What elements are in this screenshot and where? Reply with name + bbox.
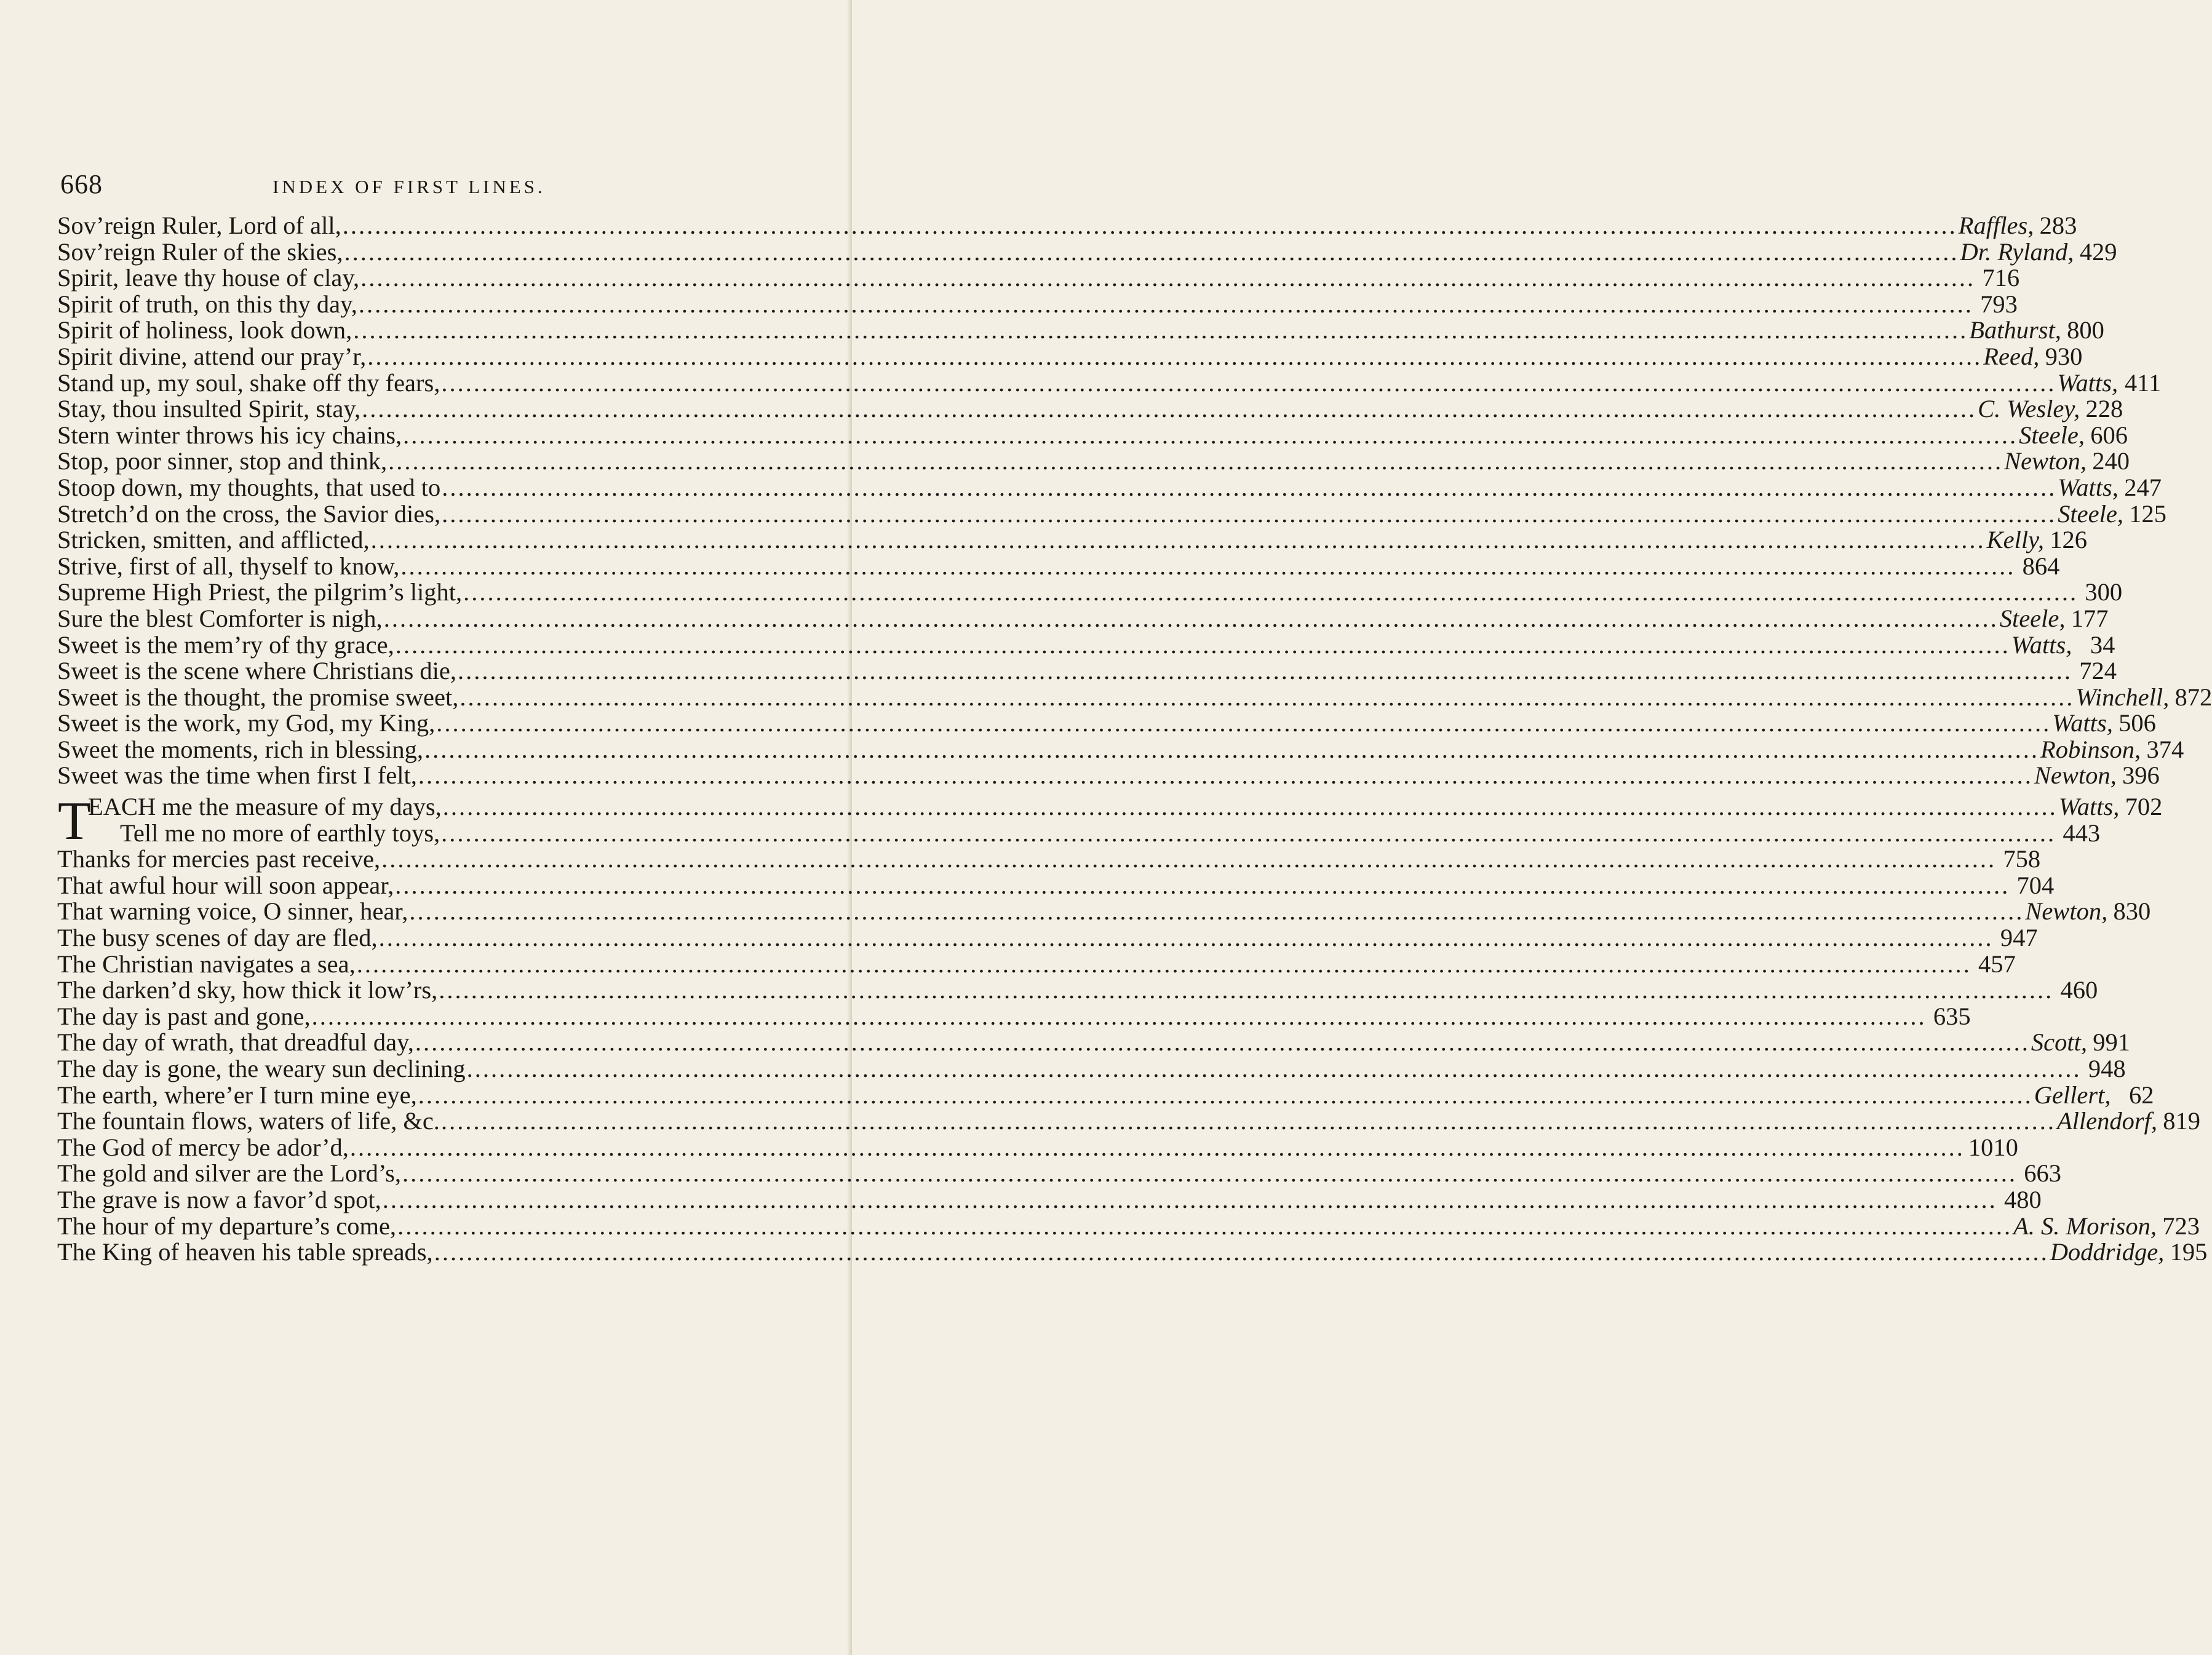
entry-first-line: Sweet is the work, my God, my King, [57,709,436,737]
index-entry [57,924,2038,952]
dot-leader [423,737,2040,763]
entry-author: Steele, [2058,499,2123,528]
page-header [60,166,811,203]
entry-hymn-number: 819 [2163,1107,2201,1135]
entry-author: Scott, [2031,1028,2088,1057]
dot-leader [456,658,2074,685]
index-entry [57,1081,2154,1109]
dot-leader [440,501,2058,528]
index-entry [57,526,2087,554]
entry-first-line: Sure the blest Comforter is nigh, [57,604,383,632]
entry-author: Watts, [2057,368,2119,397]
entry-author: Kelly, [1986,526,2044,554]
index-entry [57,264,2020,292]
index-entry [57,976,2098,1004]
dot-leader [442,794,2059,820]
dot-leader [360,396,1978,423]
entry-hymn-number: 704 [2016,871,2055,899]
entry-author: Newton, [2034,761,2117,790]
entry-hymn-number: 247 [2124,473,2162,501]
entry-hymn-number: 411 [2124,368,2162,397]
entry-hymn-number: 758 [2003,845,2041,873]
entry-first-line: Spirit of truth, on this thy day, [57,290,357,318]
entry-hymn-number: 195 [2170,1238,2208,1266]
index-entry [57,735,2184,763]
entry-hymn-number: 300 [2085,578,2123,606]
index-entry [57,1159,2061,1188]
index-entry [57,473,2162,501]
index-entry [57,819,2101,847]
index-entry [57,499,2166,528]
dot-leader [399,554,2016,580]
entry-hymn-number: 872 [2174,683,2212,711]
entry-hymn-number: 429 [2079,237,2117,266]
index-entry [57,1185,2042,1213]
entry-hymn-number: 480 [2003,1185,2042,1213]
entry-hymn-number: 793 [1980,290,2018,318]
dot-leader [433,1239,2050,1266]
index-entry [57,709,2156,737]
entry-author: Watts, [2058,473,2119,501]
entry-first-line: The day is past and gone, [57,1002,311,1030]
dot-leader [402,423,2019,449]
entry-first-line: Stay, thou insulted Spirit, stay, [57,395,361,423]
entry-hymn-number: 374 [2146,735,2184,763]
entry-hymn-number: 663 [2024,1159,2061,1188]
entry-hymn-number: 947 [2000,924,2038,952]
index-entry [57,1028,2131,1057]
entry-first-line: The busy scenes of day are fled, [57,924,378,952]
dot-leader [394,873,2011,899]
entry-first-line: Stretch’d on the cross, the Savior dies, [57,499,441,528]
entry-author: Watts, [2052,709,2113,737]
section-t-entries [57,845,2208,1266]
dot-leader [440,820,2057,847]
index-entry [57,761,2160,790]
dot-leader [359,265,1976,292]
dot-leader [440,370,2057,397]
entry-first-line: The gold and silver are the Lord’s, [57,1159,401,1188]
entry-first-line: The King of heaven his table spreads, [57,1238,433,1266]
index-entry [57,683,2212,711]
entry-author: Robinson, [2040,735,2141,763]
entry-author: Gellert, [2034,1081,2111,1109]
entry-first-line: Spirit of holiness, look down, [57,316,352,344]
dot-leader [440,475,2058,501]
entry-author: Newton, [2025,897,2108,926]
section-s [57,212,2212,790]
dot-leader [414,1030,2031,1056]
index-entry [57,604,2109,632]
entry-author: Winchell, [2075,683,2170,711]
dot-leader [356,951,1973,978]
entry-hymn-number: 724 [2079,657,2117,685]
index-entry [57,237,2117,266]
index-entry [57,316,2104,344]
entry-author: Newton, [2004,447,2087,475]
dot-leader [466,1056,2083,1082]
entry-author: Dr. Ryland, [1960,237,2074,266]
index-entry [57,290,2018,318]
index-entry [57,657,2117,685]
entry-first-line: Stoop down, my thoughts, that used to [57,473,441,501]
dot-leader [370,527,1987,554]
entry-first-line: Supreme High Priest, the pilgrim’s light, [57,578,463,606]
entry-first-line-text: EACH me the measure of my days, [88,793,442,821]
entry-author: A. S. Morison, [2013,1212,2157,1240]
entry-author: Watts, [2058,793,2120,821]
index-entry [57,552,2060,580]
entry-first-line: Stand up, my soul, shake off thy fears, [57,368,440,397]
entry-hymn-number: 126 [2050,526,2087,554]
entry-hymn-number: 930 [2045,342,2083,370]
dot-leader [437,977,2055,1004]
dot-leader [401,1161,2018,1187]
page-number: 668 [60,169,103,199]
entry-hymn-number: 723 [2162,1212,2200,1240]
entry-first-line: Sweet is the mem’ry of thy grace, [57,630,394,659]
entry-first-line: Stop, poor sinner, stop and think, [57,447,388,475]
entry-hymn-number: 443 [2063,819,2101,847]
index-entry [57,578,2123,606]
entry-hymn-number: 240 [2092,447,2130,475]
entry-author: Allendorf, [2056,1107,2158,1135]
entry-hymn-number: 506 [2119,709,2156,737]
entry-first-line: The Christian navigates a sea, [57,950,356,978]
dot-leader [435,710,2052,737]
entry-first-line: Thanks for mercies past receive, [57,845,381,873]
index-of-first-lines [57,212,2212,1266]
entry-first-line: The day of wrath, that dreadful day, [57,1028,414,1057]
index-entry [57,897,2151,926]
dot-leader [417,763,2034,789]
dot-leader [408,899,2025,925]
index-entry [57,368,2162,397]
entry-hymn-number: 830 [2113,897,2151,926]
entry-hymn-number: 716 [1982,264,2020,292]
entry-author: Steele, [2019,421,2085,449]
index-entry [57,395,2123,423]
entry-hymn-number: 991 [2093,1028,2131,1057]
entry-first-line [57,794,442,820]
entry-first-line: Sweet is the scene where Christians die, [57,657,456,685]
entry-hymn-number: 34 [2090,630,2115,659]
entry-hymn-number: 283 [2039,212,2077,239]
dot-leader [396,1213,2013,1240]
entry-author: Watts, [2011,630,2072,659]
entry-author: Steele, [1999,604,2066,632]
entry-first-line: The hour of my departure’s come, [57,1212,397,1240]
entry-author: Bathurst, [1969,316,2061,344]
entry-hymn-number: 606 [2090,421,2128,449]
entry-hymn-number: 635 [1933,1002,1971,1030]
entry-first-line: The darken’d sky, how thick it low’rs, [57,976,438,1004]
entry-first-line: The God of mercy be ador’d, [57,1133,349,1161]
index-entry [57,950,2016,978]
index-entry [57,447,2130,475]
dot-leader [357,292,1975,318]
entry-hymn-number: 864 [2022,552,2060,580]
dot-leader [311,1004,1928,1030]
index-entry [57,871,2055,899]
entry-hymn-number: 125 [2129,499,2166,528]
entry-author: C. Wesley, [1978,395,2080,423]
entry-hymn-number: 702 [2125,793,2163,821]
entry-first-line: Sov’reign Ruler of the skies, [57,237,343,266]
entry-first-line: The earth, where’er I turn mine eye, [57,1081,417,1109]
entry-hymn-number: 62 [2129,1081,2154,1109]
entry-first-line: Tell me no more of earthly toys, [120,819,440,847]
entry-first-line: Spirit, leave thy house of clay, [57,264,360,292]
dot-leader [387,448,2004,475]
dot-leader [462,579,2079,606]
dot-leader [383,606,2000,632]
entry-first-line: Sweet is the thought, the promise sweet, [57,683,459,711]
entry-author: Raffles, [1958,212,2034,239]
index-entry [57,1002,1971,1030]
dot-leader [381,1187,1999,1213]
dot-leader [343,239,1960,266]
entry-first-line: The grave is now a favor’d spot, [57,1185,381,1213]
entry-first-line: Strive, first of all, thyself to know, [57,552,400,580]
dot-leader [341,213,1959,239]
index-entry [57,1238,2208,1266]
entry-hymn-number: 948 [2088,1055,2126,1082]
entry-first-line: The day is gone, the weary sun declining [57,1055,466,1082]
section-t [57,792,2208,1266]
entry-first-line: Sweet the moments, rich in blessing, [57,735,424,763]
index-entry [57,845,2041,873]
entry-hymn-number: 800 [2067,316,2104,344]
entry-first-line: Spirit divine, attend our pray’r, [57,342,367,370]
entry-first-line: Sweet was the time when first I felt, [57,761,417,790]
index-entry [57,1055,2126,1082]
entry-first-line: That warning voice, O sinner, hear, [57,897,408,926]
dot-leader [380,846,1997,873]
running-head: INDEX OF FIRST LINES. [273,176,546,197]
entry-first-line: The fountain flows, waters of life, &c. [57,1107,440,1135]
index-entry [57,421,2128,449]
entry-hymn-number: 228 [2085,395,2123,423]
entry-hymn-number: 177 [2071,604,2109,632]
entry-first-line: Stricken, smitten, and afflicted, [57,526,370,554]
dot-leader [352,317,1969,344]
index-entry [57,1107,2201,1135]
dot-leader [366,344,1983,370]
dot-leader [417,1082,2034,1109]
entry-hymn-number: 457 [1978,950,2016,978]
drop-cap: T [58,792,91,852]
index-entry [57,1212,2200,1240]
entry-hymn-number: 460 [2060,976,2098,1004]
entry-hymn-number: 1010 [1968,1133,2018,1161]
dot-leader [378,925,1995,951]
index-entry [57,1133,2018,1161]
entry-hymn-number: 396 [2122,761,2160,790]
dot-leader [440,1108,2057,1135]
dot-leader [394,632,2011,659]
entry-author: Doddridge, [2050,1238,2165,1266]
index-entry [57,212,2077,239]
dot-leader [349,1135,1966,1161]
entry-first-line: Stern winter throws his icy chains, [57,421,402,449]
index-entry [57,630,2115,659]
entry-first-line: Sov’reign Ruler, Lord of all, [57,212,341,239]
entry-first-line: That awful hour will soon appear, [57,871,394,899]
entry-author: Reed, [1983,342,2040,370]
dot-leader [458,685,2075,711]
index-entry [57,342,2083,370]
